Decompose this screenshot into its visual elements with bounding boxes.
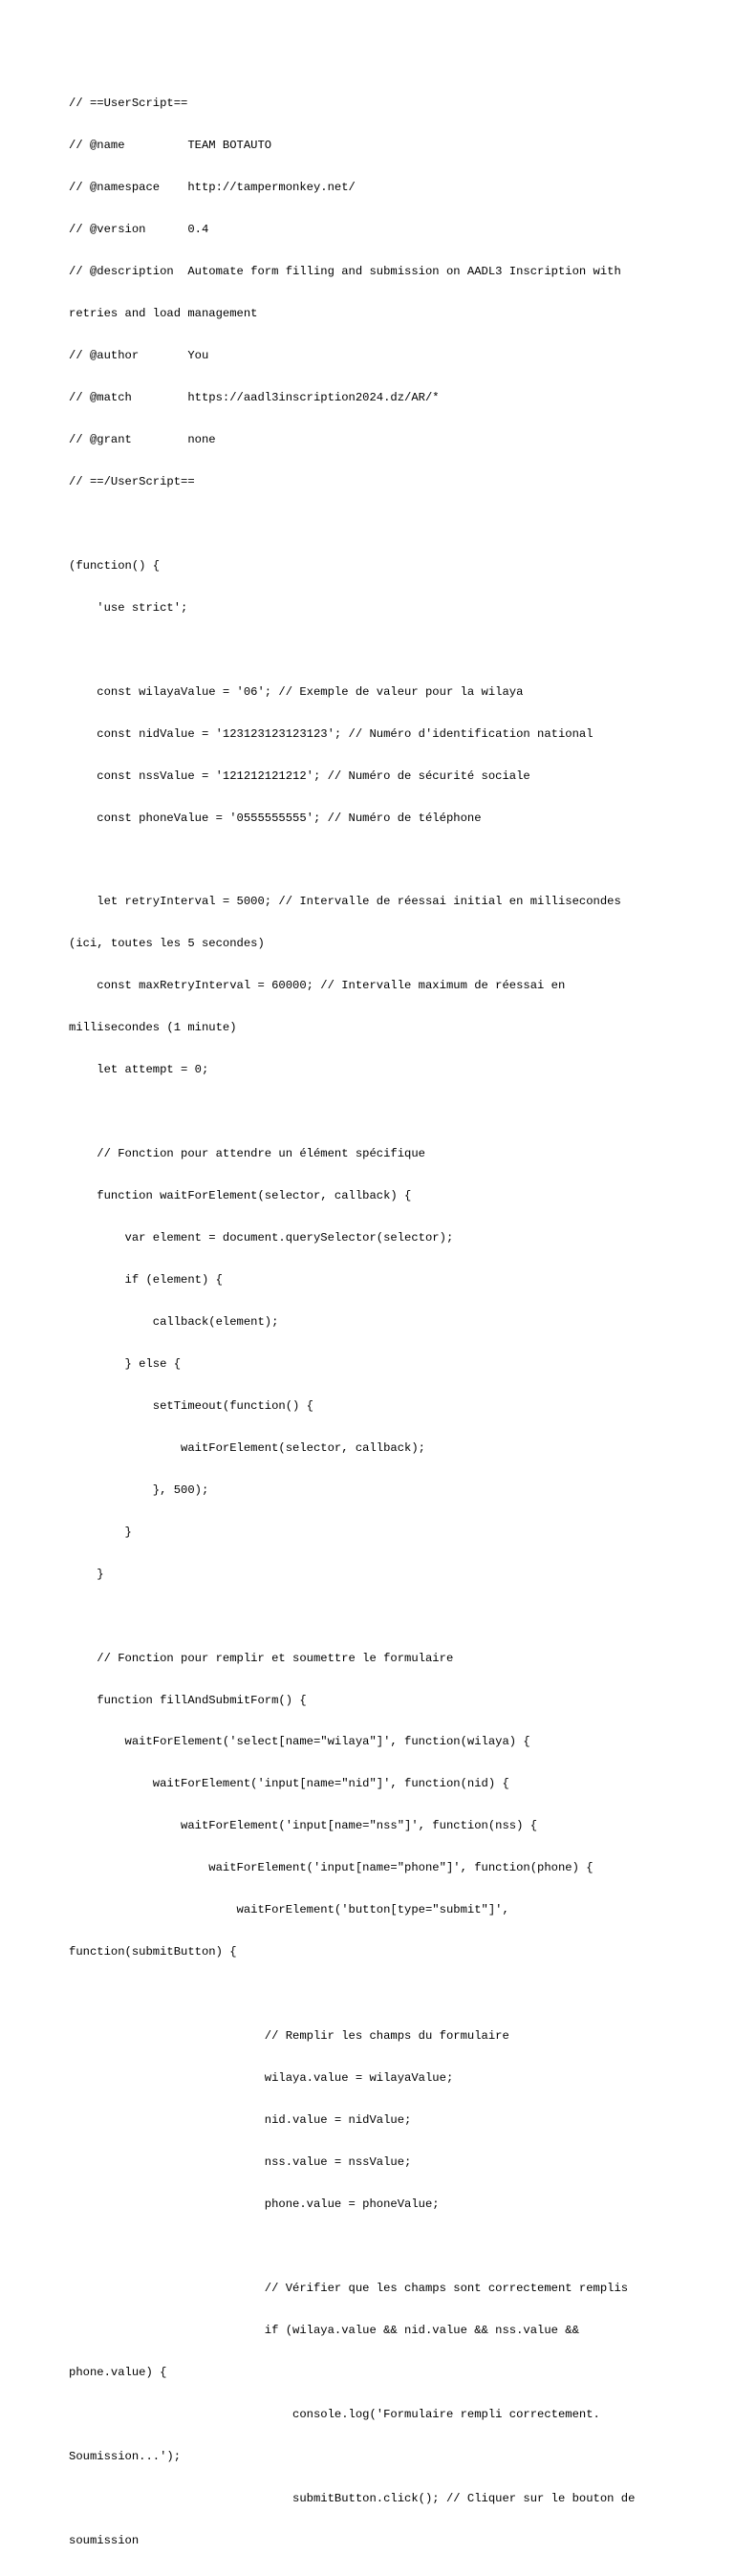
code-line: const nssValue = '121212121212'; // Numéro de sécurité sociale	[69, 768, 530, 783]
code-line	[69, 517, 671, 531]
code-line: }	[69, 1525, 132, 1539]
code-line: setTimeout(function() {	[69, 1398, 313, 1413]
code-line	[69, 1610, 671, 1624]
code-line: waitForElement('input[name="phone"]', function(phone) {	[69, 1861, 594, 1875]
code-line: // @version 0.4	[69, 223, 209, 237]
code-line: waitForElement('button[type="submit"]',	[69, 1903, 509, 1917]
code-line: // Remplir les champs du formulaire	[69, 2029, 509, 2044]
code-line	[69, 643, 671, 658]
code-line: console.log('Formulaire rempli correctement.	[69, 2407, 600, 2421]
code-line: submitButton.click(); // Cliquer sur le bouton de	[69, 2491, 636, 2505]
code-line: waitForElement('select[name="wilaya"]', function(wilaya) {	[69, 1735, 530, 1749]
code-line: waitForElement('input[name="nss"]', function(nss) {	[69, 1819, 538, 1833]
code-line: (ici, toutes les 5 secondes)	[69, 937, 265, 951]
code-line: // @description Automate form filling and submission on AADL3 Inscription with	[69, 265, 621, 279]
code-line: let retryInterval = 5000; // Intervalle de réessai initial en millisecondes	[69, 895, 621, 909]
code-line: phone.value) {	[69, 2365, 167, 2379]
code-line: // Fonction pour attendre un élément spécifique	[69, 1147, 425, 1161]
code-line: // @namespace http://tampermonkey.net/	[69, 181, 356, 195]
code-line: nid.value = nidValue;	[69, 2113, 412, 2128]
code-line: // Vérifier que les champs sont correctement remplis	[69, 2281, 629, 2295]
code-line: waitForElement(selector, callback);	[69, 1440, 425, 1455]
code-line: if (element) {	[69, 1273, 223, 1287]
code-line	[69, 853, 671, 867]
code-block	[69, 69, 671, 2576]
code-line	[69, 1987, 671, 2002]
code-line: // @author You	[69, 349, 209, 363]
code-line: }	[69, 1567, 104, 1581]
code-line: var element = document.querySelector(selector);	[69, 1231, 454, 1245]
code-line: (function() {	[69, 558, 161, 573]
code-line: soumission	[69, 2533, 140, 2547]
code-line: // ==UserScript==	[69, 97, 188, 111]
code-line: // @match https://aadl3inscription2024.dz/AR/*	[69, 390, 440, 404]
code-line: millisecondes (1 minute)	[69, 1021, 237, 1035]
code-line: }, 500);	[69, 1483, 209, 1497]
code-line: // @name TEAM BOTAUTO	[69, 139, 272, 153]
code-line: phone.value = phoneValue;	[69, 2197, 440, 2211]
code-line: if (wilaya.value && nid.value && nss.value &&	[69, 2323, 579, 2337]
code-line: } else {	[69, 1356, 182, 1371]
code-line: // Fonction pour remplir et soumettre le formulaire	[69, 1651, 454, 1665]
code-line: waitForElement('input[name="nid"]', function(nid) {	[69, 1777, 509, 1791]
code-line: const wilayaValue = '06'; // Exemple de valeur pour la wilaya	[69, 684, 524, 699]
code-line: callback(element);	[69, 1314, 279, 1329]
code-line: retries and load management	[69, 307, 258, 321]
code-line: Soumission...');	[69, 2449, 182, 2463]
code-line: const phoneValue = '0555555555'; // Numéro de téléphone	[69, 811, 482, 825]
code-line	[69, 1105, 671, 1119]
code-line: function fillAndSubmitForm() {	[69, 1693, 307, 1707]
code-line: 'use strict';	[69, 600, 188, 615]
code-line: function waitForElement(selector, callback) {	[69, 1189, 412, 1203]
code-line: wilaya.value = wilayaValue;	[69, 2071, 454, 2086]
code-line	[69, 2240, 671, 2254]
code-line: const maxRetryInterval = 60000; // Intervalle maximum de réessai en	[69, 979, 566, 993]
code-line: const nidValue = '123123123123123'; // Numéro d'identification national	[69, 726, 594, 741]
code-line: // @grant none	[69, 432, 216, 446]
code-line: let attempt = 0;	[69, 1063, 209, 1077]
code-line: function(submitButton) {	[69, 1945, 237, 1959]
code-line: nss.value = nssValue;	[69, 2155, 412, 2170]
code-line: // ==/UserScript==	[69, 474, 195, 488]
